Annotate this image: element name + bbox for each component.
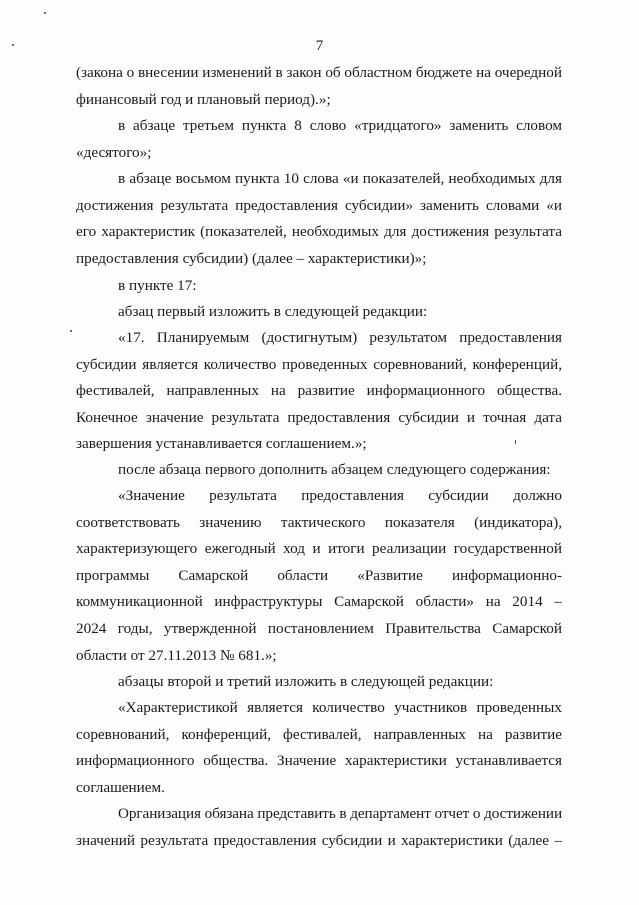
paragraph-9-line-1: соревнований, конференций, фестивалей, направленных на развитие	[76, 725, 562, 743]
paragraph-8	[76, 669, 562, 696]
paragraph-2	[76, 166, 562, 272]
paragraph-0-line-1: финансовый год и плановый период).»;	[76, 90, 331, 108]
paragraph-10	[76, 801, 562, 854]
paragraph-0	[76, 60, 562, 113]
paragraph-5-line-0: «17. Планируемым (достигнутым) результатом предоставления	[118, 329, 562, 346]
paragraph-6-line-0: после абзаца первого дополнить абзацем следующего содержания:	[118, 461, 551, 478]
scan-speck	[70, 330, 72, 332]
paragraph-2-line-0: в абзаце восьмом пункта 10 слова «и показателей, необходимых для	[118, 170, 562, 187]
paragraph-5-line-2: фестивалей, направленных на развитие информационного общества.	[76, 382, 562, 400]
paragraph-1	[76, 113, 562, 166]
paragraph-7-line-3: программы Самарской области «Развитие информационно-	[76, 566, 562, 584]
paragraph-6	[76, 457, 562, 484]
paragraph-2-line-3: предоставления субсидии) (далее – характеристики)»;	[76, 249, 427, 267]
paragraph-9-line-2: информационного общества. Значение характеристики устанавливается	[76, 752, 562, 770]
paragraph-7-line-5: 2024 годы, утвержденной постановлением Правительства Самарской	[76, 619, 562, 637]
paragraph-5-line-3: Конечное значение результата предоставления субсидии и точная дата	[76, 408, 562, 426]
paragraph-7-line-6: области от 27.11.2013 № 681.»;	[76, 646, 277, 664]
paragraph-7-line-0: «Значение результата предоставления субсидии должно	[118, 487, 562, 504]
paragraph-5	[76, 325, 562, 458]
paragraph-9-line-3: соглашением.	[76, 778, 165, 796]
paragraph-7-line-1: соответствовать значению тактического показателя (индикатора),	[76, 513, 562, 531]
paragraph-4-line-0: абзац первый изложить в следующей редакции:	[118, 303, 428, 320]
scan-speck	[12, 44, 14, 46]
scan-speck	[44, 12, 46, 14]
paragraph-3-line-0: в пункте 17:	[118, 277, 197, 294]
paragraph-10-line-0: Организация обязана представить в департамент отчет о достижении	[118, 805, 562, 822]
paragraph-5-line-1: субсидии является количество проведенных соревнований, конференций,	[76, 355, 562, 373]
paragraph-1-line-1: «десятого»;	[76, 143, 152, 161]
paragraph-10-line-1: значений результата предоставления субсидии и характеристики (далее –	[76, 831, 562, 849]
scan-speck	[515, 440, 516, 444]
paragraph-9	[76, 695, 562, 801]
paragraph-2-line-2: его характеристик (показателей, необходимых для достижения результата	[76, 223, 562, 241]
paragraph-2-line-1: достижения результата предоставления субсидии» заменить словами «и	[76, 196, 562, 214]
paragraph-7-line-4: коммуникационной инфраструктуры Самарской области» на 2014 –	[76, 593, 562, 611]
paragraph-7-line-2: характеризующего ежегодный ход и итоги реализации государственной	[76, 540, 562, 558]
page-number: 7	[315, 38, 324, 54]
paragraph-3	[76, 273, 562, 300]
paragraph-9-line-0: «Характеристикой является количество участников проведенных	[118, 699, 562, 716]
paragraph-8-line-0: абзацы второй и третий изложить в следующей редакции:	[118, 673, 494, 690]
paragraph-1-line-0: в абзаце третьем пункта 8 слово «тридцатого» заменить словом	[118, 117, 562, 134]
paragraph-0-line-0: (закона о внесении изменений в закон об областном бюджете на очередной	[76, 64, 562, 81]
paragraph-5-line-4: завершения устанавливается соглашением.»;	[76, 435, 367, 453]
paragraph-4	[76, 299, 562, 326]
paragraph-7	[76, 483, 562, 669]
